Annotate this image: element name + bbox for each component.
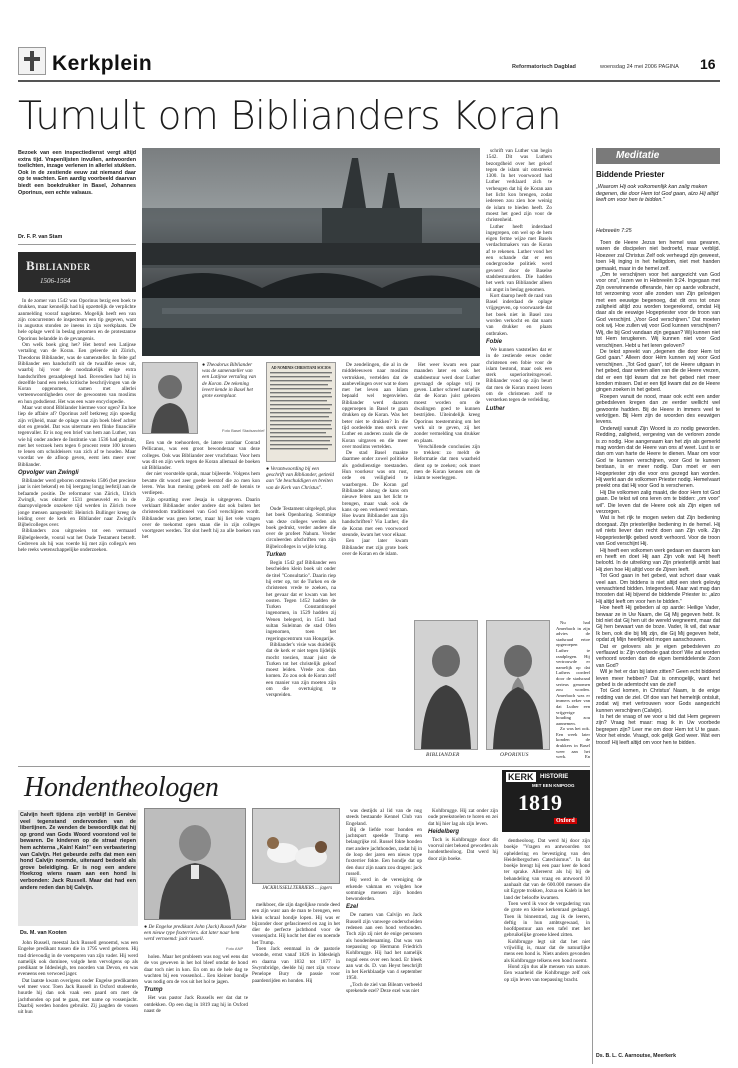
engraving-drawing bbox=[415, 621, 477, 749]
article1-col5 bbox=[414, 362, 480, 612]
paragraph: Hij werd in de vereniging de erkende vakman en volgden hoe sommige mensen zijn honden bewonderden. bbox=[346, 877, 422, 903]
bibliander-name-box bbox=[18, 252, 136, 292]
paragraph: „Toch de ziel van Bileam verbeeld sprekende ezel? Deze ezel was niet bbox=[346, 981, 422, 995]
article1-byline: Dr. F. P. van Stam bbox=[18, 234, 63, 240]
article1-col3 bbox=[266, 506, 336, 762]
article1-col4 bbox=[342, 362, 408, 762]
caption-terriers: JACKRUSSELLTERRIERS ... jagers bbox=[261, 886, 333, 891]
caption-document bbox=[266, 466, 336, 502]
paragraph: melkboer, die zijn dagelijkse ronde deed een zijn wasr aan de man te brengen, een klein schraal hondje lopen. Hij was er bijzonder door gefascineerd en zag in het dier de perfecte jachthond voor de vossenjacht. Hij kocht het dier en noemde het Trump. bbox=[252, 902, 340, 946]
paragraph: John Russell, meestal Jack Russell genoemd, was een Engelse predikant tussen die in 1795 werd geboren. Hij trad drievoudig in de voetsporen van zijn vader. Hij werd namelijk ook dominee, volgde hem vervolgens op als predikant te Iddesleigh, ten noorden van Devon, en was eveneens een verwoed jager. bbox=[18, 940, 138, 978]
article2-col2 bbox=[144, 954, 248, 1064]
headline-article1: Tumult om Biblianders Koran bbox=[18, 94, 561, 139]
subheading: Turken bbox=[266, 552, 286, 559]
photo-credit: Foto Basel Stadsarchief bbox=[222, 428, 265, 433]
paragraph: Wil je het er dan bij laten zitten? Geen echt biddend leven meer hebben? Dat is onmogelijk, want het gebed is de ademtocht van de ziel! bbox=[596, 669, 720, 689]
paragraph: Nu had Amerbach in zijn advies de stadsraad ertoe opgeroepen Luther te raadplegen. Hij vertrouwde er namelijk op dat Luthers oordeel door de stadsraad serieus genomen zou worden. Amerbach was er immers zeker van dat Luther een vrijgevige houding zou aannemen. bbox=[556, 620, 590, 726]
paragraph: Roepen vanuit de nood, maar ook echt een ander gebedsleven kregen dan ze eerder wellicht wel gewoonte hadden. Bij de Heere in immers veel te verkrijgen. Bij Hem zijn de woorden des eeuwigen levens. bbox=[596, 393, 720, 426]
subheading: Ezel bbox=[346, 904, 359, 911]
paragraph: „Om te verschijnen voor het aangezicht van God voor ons”, lezen we in Hebreeën 9:24. Ingegaan met Zijn overwinnende offerande, hier op aarde volbracht, tot verzoening voor alle zonden van Zijn gelovigen met een eeuwige begenoeg, dat dit ons tot onze zaligheid altijd zou worden toegerekend, omdat Hij daar als de eeuwige Hogepriester voor de troon van God verschijnt. „Voor God verschijnen.” Dat moeten ook wij. Hoe zullen wij voor God kunnen verschijnen? Wij, die bij God vandaan zijn gegaan? Wij kunnen niet tot Hem terugkeren. Wij kunnen niet voor God verschijnen. Hebt u het leren geloven? bbox=[596, 272, 720, 349]
bibliander-box-years: 1506-1564 bbox=[40, 277, 71, 285]
paragraph: Hij Die volkomen zalig maakt, die door Hem tot God gaan. De tekst wil ons leren om te bidden: „om voor” wil”. Die leven dat de Heere ook als Zijn eigen wil verzorgen. bbox=[596, 489, 720, 516]
basel-photo bbox=[142, 148, 480, 356]
paragraph: Tot God gaan in het gebed, wat schort daar vaak veel aan. Om biddens is niet altijd een sterk gelovig verwachtend bidden. Integendeel. Maar wat mag dan troosten dat Hij bijvend de biddende Priester is: „alzo Hij altijd leeft om voor hen te bidden.” bbox=[596, 573, 720, 605]
paragraph: Wat is het rijk te mogen weten dat Zijn bediening doorgaat. Zijn priesterlijke bediening in de hemel. Hij wil niets liever dan recht doen aan Zijn volk. Zijn Hogepriesterlijk gebed wordt verhoord. Voor de troon van God verschijnt Hij. bbox=[596, 515, 720, 548]
paragraph: Is het de vraag of we voor u bid dat Hem gegeven zijn? Vraag het maar: mag ik in Uw voorbede begrepen zijn? Leer me om door Hem tot U te gaan. Voor het einde. Vraagt, ook gelijk God weer. Wat een troost! Hij leeft altijd om voor hen te bidden. bbox=[596, 714, 720, 746]
paragraph: Kort daarop heeft de raad van Basel inderdaad de oplage vrijgegeven, op voorwaarde dat het boek niet in Basel zou worden verkocht en dat naam van drukker en plaats ontbraken. bbox=[486, 292, 552, 337]
paragraph: Bibliander werd geboren omstreeks 1506 (het precieze jaar is niet bekend) en bij leergang longg leefstijl aan de befaamde positie. De reformator van Zürich, Ulrich Zwingli, was oktober 1531 gesneuveld en in de daaropvolgende onzekere tijd werden in Zürich twee jonge mensen aangesteld: Heinrich Bullinger kreeg de leiding over de kerk en Bibliander naar Zwingli's Bijbelcolleges over. bbox=[18, 478, 136, 529]
masthead bbox=[0, 0, 738, 86]
paragraph: We kunnen vaststellen dat er in de zestiende eeuw onder christenen een fobie voor de islam bestond, maar ook een sterk superioriteitsgevoel. Bibliander vond op zijn beurt dat men de Koran moest lezen om de christenen zelf te versterken tegen de verleiding. bbox=[486, 346, 552, 404]
subheading: Opvolger van Zwingli bbox=[18, 470, 79, 477]
paragraph: Het was pastor Jack Russells eer dat dat te ontdekken. Op een dag in 1819 zag hij in Oxford naast de bbox=[144, 995, 248, 1015]
article1-col1 bbox=[18, 298, 136, 762]
paragraph: Het weer kwam een paar maanden later en ook het stadsbestuur werd door Luther gevraagd de oplage vrij te geven. Luther schreef namelijk dat de Koran juist gelezen moest worden om de dwalingen goed te kunnen bestrijden. Uiteindelijk kreeg Oporinus toestemming om het werk uit te geven, zij het zonder vermelding van drukker en plaats. bbox=[414, 362, 480, 444]
jack-russell-terriers-photo bbox=[252, 808, 340, 884]
paragraph: Tot God komen, in Christus' Naam, is de enige redding van de ziel. Of doe van het hemelrijk ontsluit, zodat wij met vertrouwen voor Gods aangezicht kunnen verschijnen (Calvijn). bbox=[596, 688, 720, 714]
paragraph: Maar wat stond Bibliander hiermee voor ogen? En hoe liep de affaire af? Oporinus zelf betkreeg zijn spoedig zijn vrijheid, maar de oplage van zijn boek bleef achter slot en grendel. Dat was uitermate een flinke financiële tegenvaller. Er is nog een brief van hem aan Luther, van wie hij onder andere de Institutie van 1536 had gedrukt, met het verzoek hem tegen 6 procent rente 100 kronen te lenen om schuldeisers van zich af te houden. Maar voordat we de afloop geven, eerst iets meer over Bibliander. bbox=[18, 405, 136, 468]
paragraph: Toen werd ik voor de vergadering van de grote en kleine kerkenraad gedaagd. Toen ik binnentrad, zag ik de leeren, deftig in hun ambtsgewaad, in hoofdpostuur aan een tafel met het gebruikelijke groene kleed zitten. bbox=[504, 900, 590, 939]
paragraph: De tekst spreekt van „degenen die door Hem tot God gaan.” Alleen door Hém kunnen wij voor God verschijnen. „Tot God gaan”, tot de Heere uitgaan in het gebed, daar weten allen van die de Heere vrezen, dat er een tijd kwam dat ze het gebed niet meer konden missen. Dat er een tijd kwam dat ze de Heere gingen zoeken in het gebed. bbox=[596, 348, 720, 394]
photo-credit: Foto ANP bbox=[226, 946, 244, 951]
intro-rule bbox=[18, 244, 136, 245]
paragraph: Toen Jack eenmaal in de pastorie woonde, ernst vanaf 1826 in Iddesleigh en daarna van 1832 tot 1877 in Swymbridge, deelde hij met zijn vrouw Penelope Bury de passie voor paardenrijden en honden. Hij bbox=[252, 946, 340, 984]
paragraph: dentheoloog. Dat werd hij door zijn boekje "Vragen en antwoorden tot opheldering en bevestiging van den Heidelbergschen Catechismus". In dat boekje brengt hij een paar keer de hond ter sprake. Allereerst als hij bij de behandeling van vraag en antwoord 10 aanhaalt dat van de 600.000 mensen die uit Egypte trokken, Jozua en Kaleb in het land der beloofte kwamen. bbox=[504, 838, 590, 901]
meditatie-label: Meditatie bbox=[616, 150, 660, 161]
paragraph: Verschillende conclusies zijn te trekken: zo meldt de Reformatie dat men waarheid dient op te zoeken; ook moet men de Koran kennen om de islam te weerleggen. bbox=[414, 443, 480, 482]
subheading: Trump bbox=[144, 987, 163, 994]
caption-bullet: ● bbox=[144, 924, 149, 930]
paragraph: Toen de Heere Jezus ten hemel was gevaren, waren de discipelen niet bedroefd, maar verblijd. Hoezeer zal Christus Zelf ook verheugd zijn geweest, toen Hij inging in het heiligdom, niet met handen gemaakt, maar in de hemel zelf. bbox=[596, 240, 720, 272]
article2-col6 bbox=[504, 838, 590, 1064]
badge-place: Oxford bbox=[556, 818, 575, 824]
met-een-knipoog-label: MET EEN KNIPOOG bbox=[532, 783, 575, 788]
portrait-engraving bbox=[143, 363, 197, 433]
paragraph: Toch is Kohlbrugge door dit voorval niet bekend geworden als hondentheoloog. Dat werd hij door zijn boeke. bbox=[428, 836, 498, 862]
paragraph: Kohlbrugge. Hij zat onder zijn oude preekstoelen te horen en zei dat hij hier lag als zijn leven. bbox=[428, 808, 498, 827]
meditatie-label-bar bbox=[596, 148, 720, 164]
paragraph: Luther heeft inderdaad ingegrepen, om wel op de hem eigen ferme wijze met Basels verdachtmakers van de Koran af te rekenen. Luther vond het een schande dat er een ondergrondse politiek werd gevoerd door de Baselse stadsbestuurders. Die hadden het werk van Bibliander alleen uit angst in beslag genomen. bbox=[486, 223, 552, 293]
document-image bbox=[266, 362, 336, 462]
badge-year: 1819 bbox=[518, 790, 562, 815]
paragraph: holen. Maar het probleem was nog wel eens dat de vos geweven in het hol bleef omdat de hond daar toch niet in kon. En om nu de hele dag te wachten bij een vossenhol... Een kleiner hondje was nodig om de vos uit het hol te jagen. bbox=[144, 954, 248, 986]
article1-intro: Bezoek van een inspectiedienst vergt altijd extra tijd. Vrapenlijsten invullen, antwoorden toelichten, inzage verlenen in allerlei stukken. Ook in de zestiende eeuw zat niemand daar op te wachten. Een aardig voorbeeld daarvan biedt een boekdrukker in Basel, Johannes Oporinus, een echte valsaus. bbox=[18, 150, 136, 196]
cross-icon bbox=[19, 48, 45, 74]
caption-oporinus-engraving: OPORINUS bbox=[500, 752, 529, 758]
meditatie-body bbox=[596, 240, 720, 1050]
document-lines bbox=[270, 372, 332, 458]
bibliander-box-name: Bibliander bbox=[26, 258, 91, 273]
paragraph: Oude Testament uitgelegd, plus het boek Openbaring. Sommige van deze colleges werden als boek gedrukt, verder andere die over de profeet Nahum. Verder circuleerden afschriften van zijn Bijbelcolleges in wijde kring. bbox=[266, 506, 336, 550]
paragraph: Zijn opvatting over Jesaja is uitgegeven. Daarin verklaart Bibliander onder andere dat ook buiten het christendom traditioneel van God verschijnen wordt. Bibliander was geen ketter, maar hij liet vele vragen over de toekomst open staan die in zijn colleges voortgezet werden. Tot slot heeft hij zo alle boeken van het bbox=[142, 496, 260, 541]
article2-top-rule bbox=[18, 766, 590, 767]
headline-article2: Hondentheologen bbox=[24, 772, 219, 803]
date-text: woensdag 24 mei 2006 bbox=[600, 64, 657, 70]
paragraph: Bij de liefde voor honden en jachtsport speelde Trump een belangrijke rol. Russel fokte honden met andere jachthonden, zodat hij in de loop der jaren een nieuw type foxterrier fokte. Een hondje dat op den duur zijn naam zou dragen: jack russell. bbox=[346, 826, 422, 877]
caption-text: Theodorus Bibliander was de samensteller van een Latijnse vertaling van de Koran. De tekening levert kende in Basel het grote exemplaar. bbox=[202, 362, 257, 400]
article2-col3 bbox=[252, 902, 340, 1064]
meditatie-title: Biddende Priester bbox=[596, 170, 665, 179]
section-title: Kerkplein bbox=[52, 52, 153, 75]
paragraph: De stad Basel maakte daarmee onder zowel politieke als godsdienstige toestanden. Hun voorkeur was om rust, orde en veiligheid te waarborgen. De Koran gaf Bibliander alsnog de kans om nieuwe feiten aan het licht te brengen, maar vaak ook de kans op een verkeerd verstaan. Hoe kwam Bibliander aan zijn handschriften? Via Luther, die de Koran met een voorwoord steunde, kwam het voor elkaar. bbox=[342, 450, 408, 539]
subheading: Heidelberg bbox=[428, 828, 460, 835]
document-title: AD NOMINIS CHRISTIANI SOCIOS bbox=[271, 366, 331, 370]
subheading: Luther bbox=[486, 405, 505, 412]
paragraph: De zendelingen, die al in de middeleeuwen naar moslims vertrokken, vertelden dat de aanbevelingen over wat te doen met het leven aan Islam bepaald wel tegenvielen. Bibliander werd daarom opgeroepen in Basel te gaan drukken op de Koran. Was het beter niet te drukken? In die tijd oordeelde men sterk over Luther en anderen zoals die de Koran uitgaven en die meer over moslims vertelden. bbox=[342, 362, 408, 450]
article2-col4 bbox=[346, 808, 422, 1064]
article2-byline: Ds. M. van Kooten bbox=[20, 930, 67, 936]
subheading: Fobie bbox=[486, 338, 502, 345]
jack-russell-portrait bbox=[144, 808, 246, 920]
meditatie-quote: „Waarom Hij ook volkomenlijk kan zalig maken degenen, die door Hem tot God gaan, alzo Hij altijd leeft om voor hen te bidden.” bbox=[596, 184, 719, 204]
paragraph: Kohlbrugge legt uit dat het niet vrijwillig is, maar dat de natuurlijke mens een hond is. Niets anders gevonden als Kohlbrugge telkens een hond noemt. bbox=[504, 938, 590, 964]
article2-col1 bbox=[18, 940, 138, 1064]
article2-intro: Calvijn heeft tijdens zijn verblijf in Genève veel tegenstand ondervonden van de libertijnen. Ze wenden de bewoordlijk dat hij op grond van Gods Woord voorstond vol te bewaren. De kinderen op de straat riepen hem achterna „Kain! Kain!” een verbastering van Calvijn. Het gebeurde zelfs dat men een hond Calvijn noemde, uiteraard bedoeld als grove beleidiging. Er is nog een andere Hoekzog wiens naam aan een hond is verbonden: Jack Russell. Maar dat had een andere reden dan bij Calvijn. bbox=[18, 810, 138, 926]
paragraph: Bibliander's visie was duidelijk dat de kerk er niet tegen lijdelijk mocht toezien, maar juist de Turken tot het christelijk geloof moest leiden. Vrede zou dan komen. Zo zou ook de Koran zelf een manier van zijn moeten zijn om die overtuiging te verspreiden. bbox=[266, 641, 336, 699]
caption-text: Verantwoording bij een geschrift van Bibliander, getiteld aan "de beschuldigen en breiten van de Kerk van Christus". bbox=[266, 466, 335, 491]
engraving-drawing bbox=[487, 621, 549, 749]
portrait-photo-drawing bbox=[145, 809, 245, 919]
sidebar-divider bbox=[592, 148, 593, 1064]
paragraph: der niet voorstelde sprak, maar bijleerde. Volgens hem bevatte dit woord zeer goede leerstof die zo men kon leren. Was hun mening gebrek om zelf de kennis te verdiepen. bbox=[142, 471, 260, 497]
article2-col5 bbox=[428, 808, 498, 1064]
paragraph: Begin 1542 gaf Bibliander een bescheiden klein boek uit onder de titel "Consultatio". Daarin riep hij erter op, tot de Turken en de christenen vrede te zoeken, na het gevaar dat er kwam van het oosten. Tegen 1452 hadden de Turken Constantinopel ingenomen, in 1529 hadden zij Wenen belegerd, in 1541 had sultan Suleiman de stad Ofen ingenomen, toen het regeringscentrum van Hongarije. bbox=[266, 560, 336, 642]
basel-photo-drawing bbox=[142, 148, 480, 356]
bibliander-portrait bbox=[142, 362, 198, 434]
kerk-label: KERK bbox=[508, 772, 534, 782]
article1-col2 bbox=[142, 440, 260, 762]
page-label: PAGINA bbox=[658, 64, 679, 70]
header-date bbox=[600, 64, 679, 70]
paragraph: Een jaar later kwam Bibliander met zijn grote boek over de Koran en de islam. bbox=[342, 538, 408, 557]
paragraph: Dat laatste kwam overigens onder Engelse predikanten wel meer voor. Toen Jack Russell in Oxford studeerde, huurde hij dan ook vaak een paard om met de jachthonden op pad te gaan, met name op vossenjacht. Daarbij werden honden gebruikt. Zij jaagden de vossen uit hun bbox=[18, 977, 138, 1016]
paragraph: Om welk boek ging het? Het betrof een Latijnse vertaling van de Koran. Een geleerde uit Zürich, Theodorus Bibliander, was de samensteller. In feite gaf Bibliander een handschrift uit de twaalfde eeuw uit, waarbij hij voor de noodzakelijk enige extra handschriften geraadpleegd had. Bovendien had hij in dezelfde band een reeks kritische beschrijvingen van de Koran opgenomen, samen met allerlei verteenwoordigheden over de gewoonten van moslims en hun godsdienst. Het was een ware encyclopedie. bbox=[18, 342, 136, 405]
paragraph: Hoe heeft Hij gebeden al op aarde: Heilige Vader, bewaar ze in Uw Naam, die Gij Mij gegeven hebt. Ik bid niet dat Gij hen uit de wereld wegneemt, maar dat Gij hen bewaart van de boze. Vader, Ik wil, dat waar Ik ben, ook die bij Mij zijn, die Gij Mij gegeven hebt, opdat zij Mijn heerlijkheid mogen aanschouwen. bbox=[596, 605, 720, 644]
terriers-drawing bbox=[253, 809, 339, 883]
paragraph: Zo was het ook. Een week later konden de drukkers in Basel weer aan het werk. En bbox=[556, 726, 590, 760]
article1-col6 bbox=[486, 148, 552, 614]
article1-col7-flow bbox=[556, 620, 590, 760]
paragraph: Biblianders zou uitgroeien tot een vermaard Bijbelgeleerde, vooral wat het Oude Testament betreft. Gedreven als hij was voerde hij met zijn collega's een hele reeks wetenschappelijke onderzoeken. bbox=[18, 528, 136, 554]
caption-text: De Engelse predikant John (Jack) Russell fokte een nieuw type foxterriers. dat later naar hem werd vernoemd: jack russell. bbox=[144, 924, 247, 943]
kerkhistorie-badge bbox=[502, 770, 590, 832]
caption-bibliander bbox=[202, 362, 260, 422]
paragraph: Hij heeft een volkomen werk gedaan en daarom kan en heeft en doet Hij aan Zijn volk wat Hij heeft beloofd. In de uitreiking van Zijn priesterlijk ambt laat Hij zien hoe Hij altijd voor de Zijnen leeft. bbox=[596, 547, 720, 573]
paragraph: Onderwijl vanuit Zijn Woord is zo nodig geworden. Redding, zaligheid, vergeving van de verloren zonde is zo nodig. Hoe aangenaam kan het zijn als gemerkt mag worden dat de Heere van ons af weet. Lust is er dan om van harte de Heere te dienen. Maar om voor God te kunnen verschijnen, voor God te kunnen bestaan, is er meer nodig. Dan moet er een Hogepriester zijn die voor ons gezegd kan worden. Hij werkt aan de volkomen Priester nodig. Hemelvaart preekt ons dat Hij voor God is verschenen. bbox=[596, 425, 720, 490]
page-number: 16 bbox=[700, 56, 716, 72]
engraving-oporinus bbox=[486, 620, 550, 750]
meditatie-author: Ds. B. L. C. Aarnoutse, Meerkerk bbox=[596, 1053, 676, 1059]
caption-bullet: ● bbox=[266, 466, 271, 472]
paragraph: Dat er gelovers als je eigen gebedsleven zo verflauwd is: Zijn voorbede gaat door! Wie zal worden verhoord worden dan de eigen bemiddelende Zoon van God? bbox=[596, 643, 720, 669]
logo-cross-box bbox=[18, 47, 46, 75]
paragraph: schrift van Luther van begin 1542. Dit was Luthers bezorgdheid over het geloof tegen de islam uit omstreeks 1300. In het voorwoord had Luther verklaard zich te verheugen dat hij de Koran aan het licht kon brengen, zodat iedereen zou zien hoe weinig de islam te bieden heeft. Zo moest het goed zijn voor de christenheid. bbox=[486, 148, 552, 224]
paragraph: In de zomer van 1542 was Oporinus bezig een boek te drukken, maar kennelijk had hij opzettelijk de verplichte aanmelding vooraf nagelaten. Mogelijk heeft een van zijn concurrenten de inspecteurs een tip gegeven, want in augustus stonden ze ineens in zijn werkplaats. De hele oplage werd in beslag genomen en de protestantse Oporinus belandde in de gevangenis. bbox=[18, 298, 136, 342]
caption-bibliander-engraving: BIBLIANDER bbox=[426, 752, 460, 758]
header-rule bbox=[18, 80, 720, 82]
paragraph: Een van de toehoorders, de latere zondaar Conrad Pellicanus, was een groot bewonderaar van deze colleges. Ook was Bibliander zeer vruchtbaar. Voor hem was dit en zijn werk tegen de Koran allemaal de boeken uit Bibliander. bbox=[142, 440, 260, 472]
meditatie-ref: Hebreeën 7:25 bbox=[596, 228, 632, 234]
paragraph: De namen van Calvijn en Jack Russell zijn vanwege onderscheiden redenen aan een hond verbonden. Toch zijn zij niet de enige personen als hondenbenaming. Dat was van toepassing op Hermann Friedrich Kohlbrugge. Hij had het namelijk nogal eens over een hond. Er bleek aan wat ds. D. van Heyst beschrijft in het Kerkblaadje van 4 september 1950. bbox=[346, 912, 422, 982]
meditatie-sidebar bbox=[596, 148, 720, 1068]
engraving-bibliander bbox=[414, 620, 478, 750]
paragraph: was destijds al lid van de nog steeds bestaande Kennel Club van Engeland. bbox=[346, 808, 422, 827]
caption-bullet: ● bbox=[202, 362, 207, 368]
paper-name: Reformatorisch Dagblad bbox=[512, 64, 576, 70]
historie-label: HISTORIE bbox=[540, 774, 569, 780]
paragraph: Hond zijn dus alle mensen van nature. Een waarheid die Kohlbrugge zelf ook op zijn leven van toepassing bracht. bbox=[504, 963, 590, 983]
